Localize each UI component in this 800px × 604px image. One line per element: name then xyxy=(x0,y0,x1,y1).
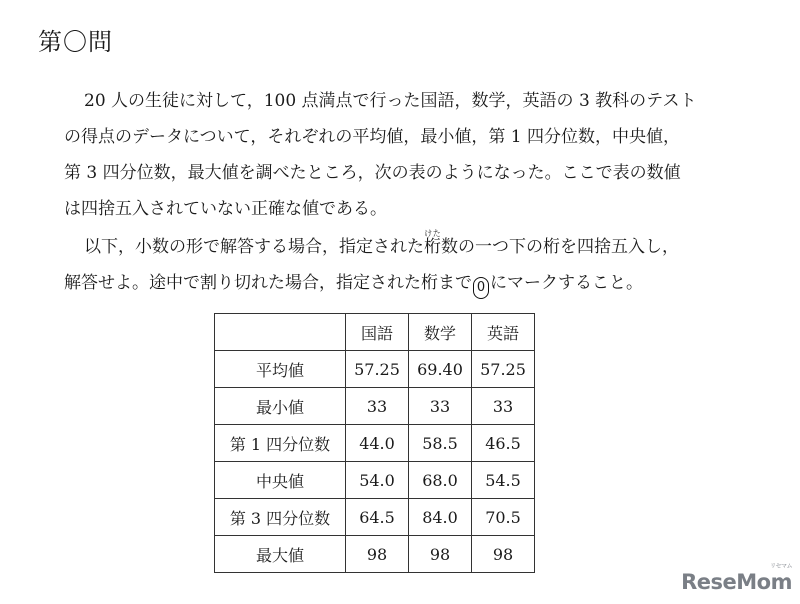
resemom-watermark-logo xyxy=(681,563,792,594)
problem-title: 第〇問 xyxy=(38,28,113,56)
column-header-kokugo: 国語 xyxy=(346,314,409,351)
paragraph-line: は四捨五入されていない正確な値である。 xyxy=(64,199,387,219)
ruby-keta: 桁けた xyxy=(424,229,441,257)
column-header-eigo: 英語 xyxy=(472,314,535,351)
table-row xyxy=(215,388,535,425)
table-cell: 70.5 xyxy=(472,499,535,536)
table-cell: 68.0 xyxy=(409,462,472,499)
problem-paragraph-2 xyxy=(64,229,764,301)
table-cell: 57.25 xyxy=(346,351,409,388)
table-row xyxy=(215,499,535,536)
column-header-sugaku: 数学 xyxy=(409,314,472,351)
table-corner-cell xyxy=(215,314,346,351)
table-cell: 33 xyxy=(346,388,409,425)
paragraph-line: 20 人の生徒に対して，100 点満点で行った国語，数学，英語の 3 教科のテスト xyxy=(84,91,697,111)
paragraph-line: の得点のデータについて，それぞれの平均値，最小値，第 1 四分位数，中央値， xyxy=(64,127,680,147)
table-cell: 98 xyxy=(472,536,535,573)
table-cell: 54.5 xyxy=(472,462,535,499)
row-label: 第 3 四分位数 xyxy=(215,499,346,536)
table-cell: 69.40 xyxy=(409,351,472,388)
row-label: 最小値 xyxy=(215,388,346,425)
row-label: 中央値 xyxy=(215,462,346,499)
paragraph-line: 第 3 四分位数，最大値を調べたところ，次の表のようになった。ここで表の数値 xyxy=(64,163,681,183)
row-label: 最大値 xyxy=(215,536,346,573)
row-label: 第 1 四分位数 xyxy=(215,425,346,462)
table-cell: 33 xyxy=(472,388,535,425)
table-cell: 98 xyxy=(409,536,472,573)
watermark-ruby: リセマム xyxy=(770,563,792,570)
table-row xyxy=(215,536,535,573)
table-row xyxy=(215,462,535,499)
table-cell: 33 xyxy=(409,388,472,425)
table-cell: 58.5 xyxy=(409,425,472,462)
table-cell: 84.0 xyxy=(409,499,472,536)
instruction-line-2: 解答せよ。途中で割り切れた場合，指定された桁まで 0 にマークすること。 xyxy=(64,265,764,301)
table-cell: 57.25 xyxy=(472,351,535,388)
watermark-text: ReseMom xyxy=(681,570,792,594)
table-cell: 46.5 xyxy=(472,425,535,462)
problem-paragraph-1 xyxy=(64,83,764,227)
table-cell: 54.0 xyxy=(346,462,409,499)
instruction-line-1: 以下，小数の形で解答する場合，指定された桁けた数の一つ下の桁を四捨五入し， xyxy=(84,229,679,257)
table-row xyxy=(215,351,535,388)
table-cell: 44.0 xyxy=(346,425,409,462)
table-cell: 98 xyxy=(346,536,409,573)
circled-zero-icon: 0 xyxy=(473,277,489,299)
row-label: 平均値 xyxy=(215,351,346,388)
score-statistics-table xyxy=(214,313,535,573)
table-cell: 64.5 xyxy=(346,499,409,536)
table-row xyxy=(215,425,535,462)
table-header-row xyxy=(215,314,535,351)
